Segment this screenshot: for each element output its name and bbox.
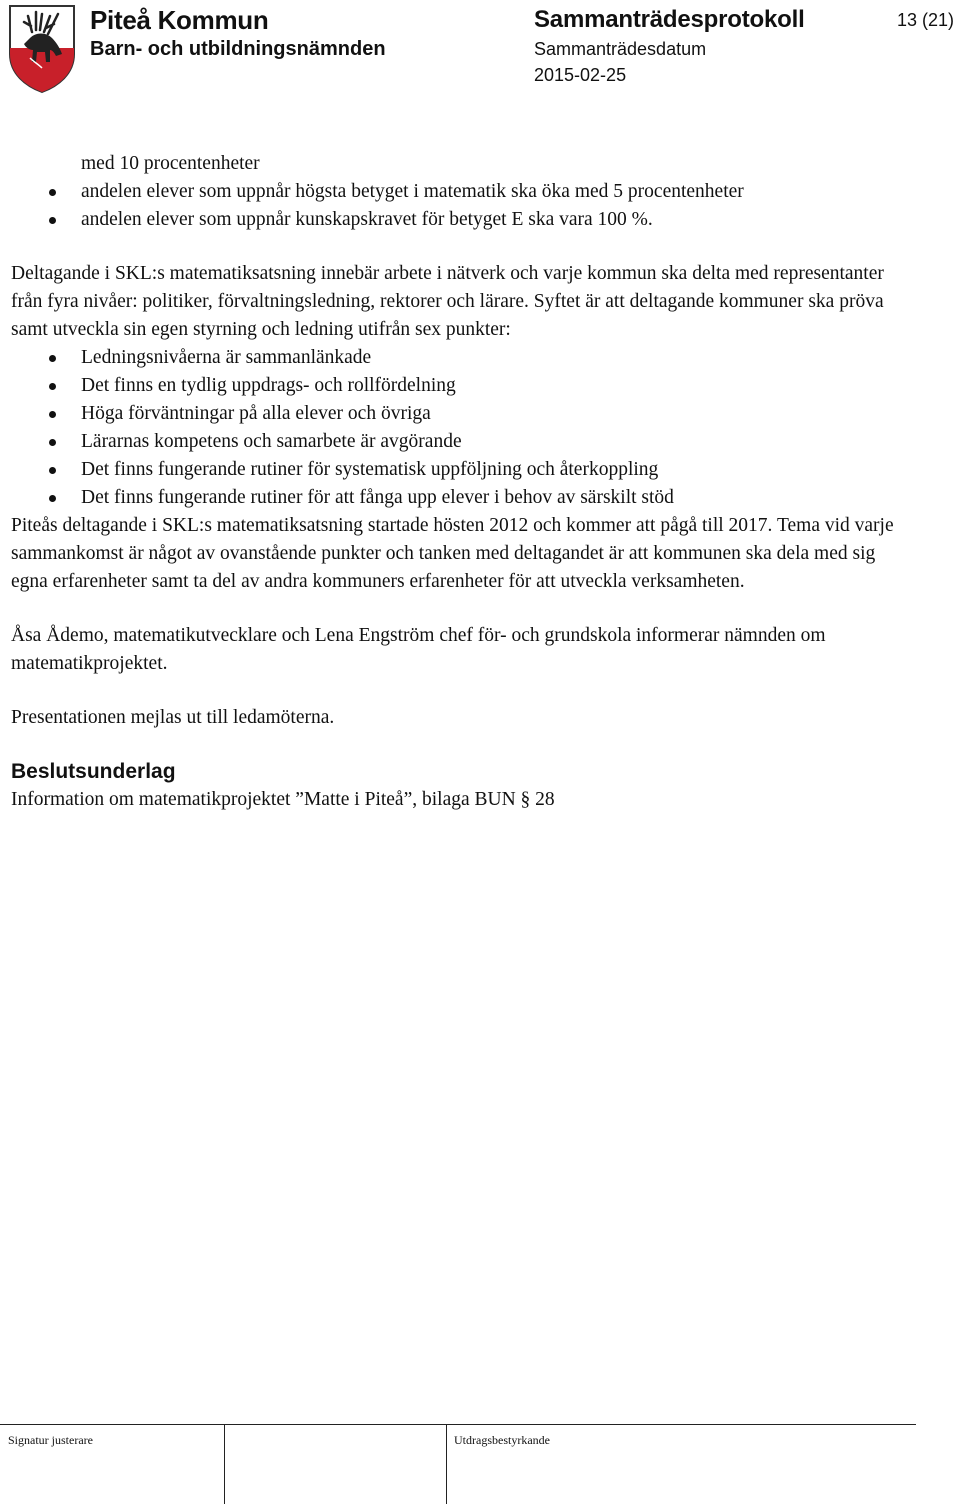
meeting-date-label: Sammanträdesdatum (534, 39, 707, 59)
page-number: 13 (21) (896, 10, 954, 30)
six-points-list (11, 344, 911, 512)
paragraph-participation: Deltagande i SKL:s matematiksatsning innebär arbete i nätverk och varje kommun ska delta med representanter från fyra nivåer: politiker, förvaltningsledning, rektorer och lärare. Syftet är att deltagande kommuner ska pröva samt utveckla sin egen styrning och ledning utifrån sex punkter: (11, 263, 884, 340)
bullet-icon (49, 467, 56, 474)
list-item-text: andelen elever som uppnår högsta betyget i matematik ska öka med 5 procentenheter (81, 181, 744, 202)
section-heading: Beslutsunderlag (11, 760, 176, 783)
list-item-text: Det finns fungerande rutiner för att fånga upp elever i behov av särskilt stöd (81, 487, 674, 508)
document-info (534, 4, 805, 88)
list-item-text: andelen elever som uppnår kunskapskravet för betyget E ska vara 100 %. (81, 209, 653, 230)
document-title: Sammanträdesprotokoll (534, 6, 805, 33)
list-item-text: Höga förväntningar på alla elever och övriga (81, 403, 431, 424)
footer-divider (446, 1425, 447, 1504)
paragraph-presenters: Åsa Ådemo, matematikutvecklare och Lena Engström chef för- och grundskola informerar nämnden om matematikprojektet. (11, 625, 826, 674)
list-item (11, 206, 911, 234)
list-item (11, 484, 911, 512)
bullet-icon (49, 411, 56, 418)
reindeer-coat-of-arms-icon (6, 2, 78, 94)
bullet-icon (49, 355, 56, 362)
footer-divider (224, 1425, 225, 1504)
signature-footer (0, 1424, 916, 1504)
bullet-icon (49, 495, 56, 502)
organization-name: Piteå Kommun (90, 5, 269, 35)
list-item-text: Lärarnas kompetens och samarbete är avgörande (81, 431, 462, 452)
list-item (11, 456, 911, 484)
list-item (11, 400, 911, 428)
organization-block (90, 4, 386, 62)
page-header (0, 0, 960, 96)
bullet-icon (49, 439, 56, 446)
continuation-line: med 10 procentenheter (81, 153, 260, 174)
meeting-date: 2015-02-25 (534, 65, 627, 85)
extract-label: Utdragsbestyrkande (454, 1433, 550, 1447)
signature-label: Signatur justerare (8, 1433, 93, 1447)
bullet-icon (49, 217, 56, 224)
list-item-text: Ledningsnivåerna är sammanlänkade (81, 347, 372, 368)
paragraph-decision-basis: Information om matematikprojektet ”Matte i Piteå”, bilaga BUN § 28 (11, 789, 555, 810)
list-item (11, 372, 911, 400)
department-name: Barn- och utbildningsnämnden (90, 38, 386, 60)
paragraph-timeline: Piteås deltagande i SKL:s matematiksatsning startade hösten 2012 och kommer att pågå till 2017. Tema vid varje sammankomst är något av ovanstående punkter och tanken med deltagandet är att kommunen ska dela med sig egna erfarenheter samt ta del av andra kommuners erfarenheter för att utveckla verksamheten. (11, 515, 894, 592)
document-body (11, 150, 911, 814)
list-item (11, 428, 911, 456)
list-item (11, 178, 911, 206)
goals-list (11, 178, 911, 234)
bullet-icon (49, 383, 56, 390)
list-item-text: Det finns fungerande rutiner för systematisk uppföljning och återkoppling (81, 459, 659, 480)
list-item-text: Det finns en tydlig uppdrags- och rollfördelning (81, 375, 456, 396)
paragraph-presentation: Presentationen mejlas ut till ledamöterna. (11, 707, 335, 728)
list-item (11, 344, 911, 372)
bullet-icon (49, 189, 56, 196)
